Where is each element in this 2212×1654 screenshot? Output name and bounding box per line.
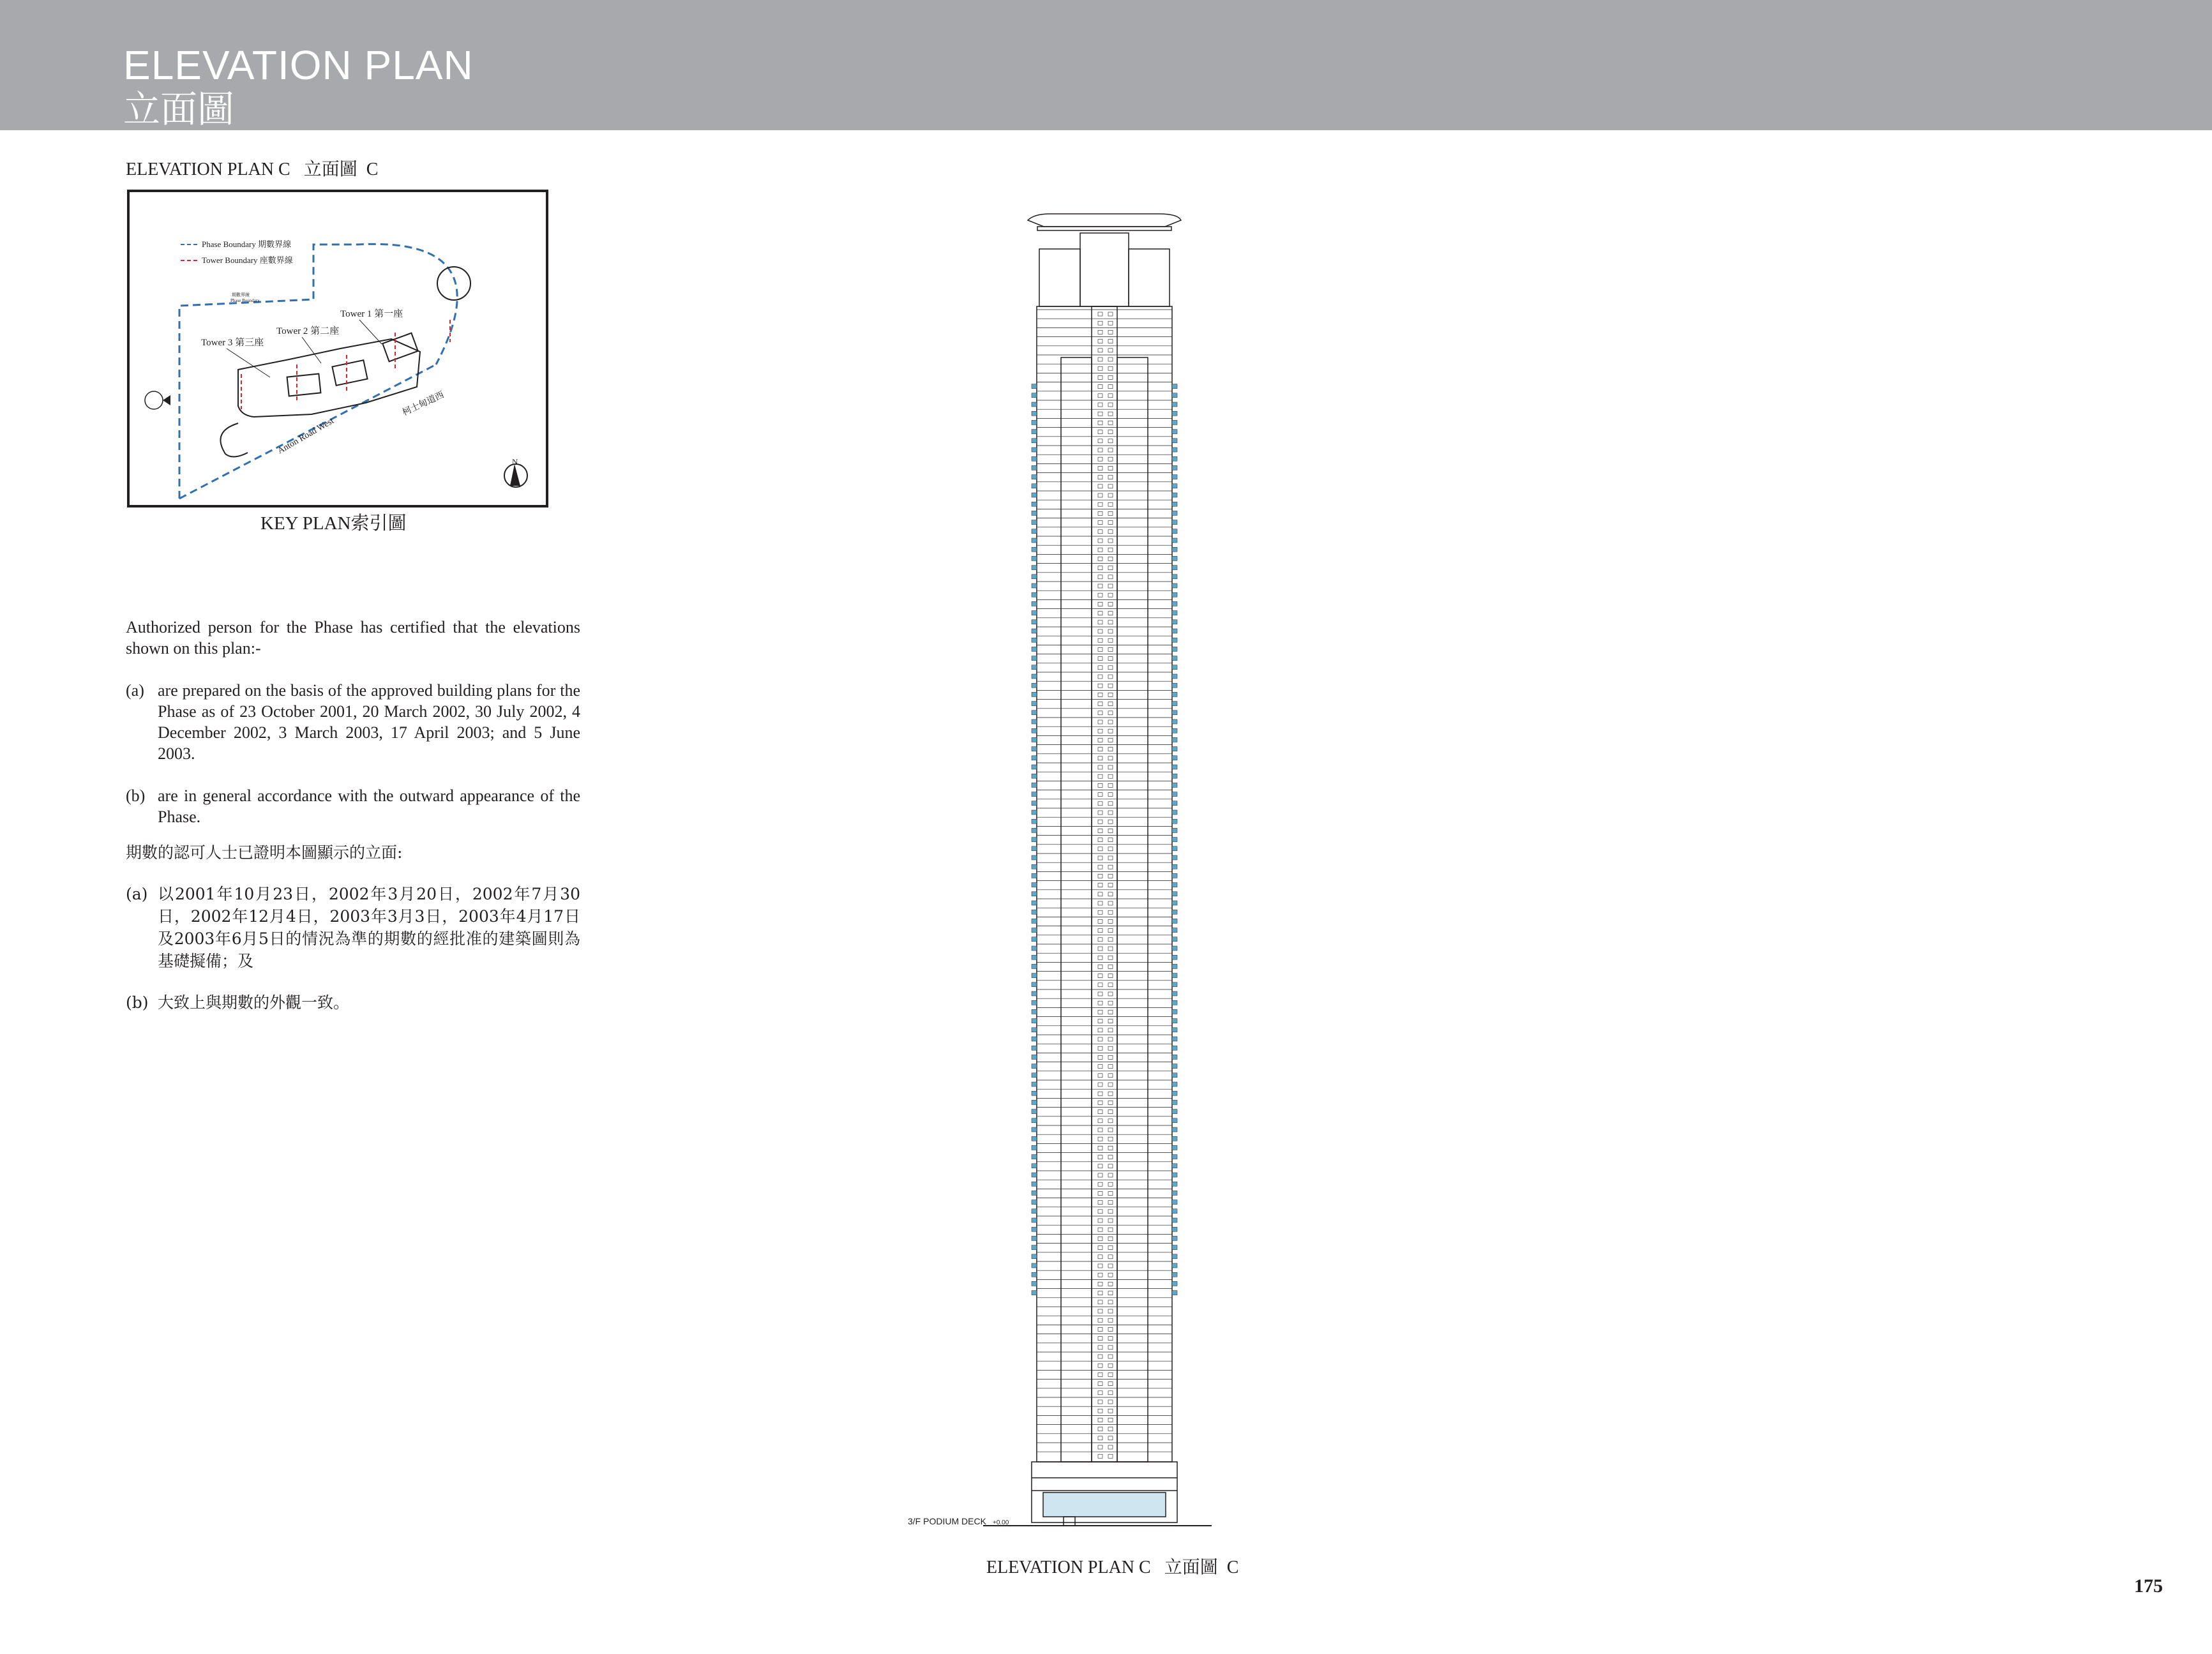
road-label-en: Anton Road West — [276, 416, 336, 456]
crown-block-left — [1039, 249, 1080, 306]
statement-intro: Authorized person for the Phase has certified that the elevations shown on this plan:- — [126, 618, 580, 658]
tower-2-footprint — [332, 355, 367, 393]
item-a-zh-marker: (a) — [126, 885, 148, 903]
roof-canopy — [1028, 214, 1181, 227]
podium-glazing — [1043, 1492, 1166, 1517]
tower-1-label: Tower 1 第一座 — [340, 309, 403, 319]
statement-intro-zh: 期數的認可人士已證明本圖顯示的立面: — [126, 843, 403, 862]
phase-boundary-small-zh: 期數界線 — [232, 292, 250, 297]
crown-block-right — [1129, 249, 1170, 306]
tower-2-label: Tower 2 第二座 — [276, 326, 340, 336]
section-heading: ELEVATION PLAN C 立面圖 C — [126, 160, 379, 179]
statement-item-a-zh — [126, 883, 580, 972]
round-feature — [437, 267, 470, 300]
elevation-caption: ELEVATION PLAN C 立面圖 C — [986, 1558, 1239, 1577]
podium-deck-label: 3/F PODIUM DECK — [908, 1516, 986, 1526]
item-b-zh-marker: (b) — [126, 993, 149, 1012]
road-label-zh: 柯士甸道西 — [401, 390, 446, 418]
legend-phase-boundary: Phase Boundary 期數界線 — [202, 239, 292, 249]
site-outline — [238, 339, 420, 417]
floor-lines — [1032, 310, 1177, 1458]
item-a-zh-text: 以2001年10月23日，2002年3月20日，2002年7月30日，2002年12月4日，2003年3月3日，2003年4月17日及2003年6月5日的情況為準的期數的經批准的建築圖則為基礎擬備；及 — [158, 885, 580, 970]
item-b-marker: (b) — [126, 786, 146, 805]
legend-tower-boundary: Tower Boundary 座數界線 — [202, 255, 293, 265]
site-curve — [220, 423, 248, 457]
certification-statement — [126, 617, 580, 1014]
item-a-marker: (a) — [126, 681, 144, 700]
recess-right — [1117, 357, 1148, 1462]
key-plan-caption: KEY PLAN索引圖 — [260, 513, 407, 534]
tower-elevation-svg — [907, 211, 1238, 1538]
entrance — [1064, 1517, 1075, 1526]
svg-text:N: N — [512, 457, 518, 467]
page-subtitle: 立面圖 — [123, 87, 235, 131]
view-direction-marker — [145, 391, 170, 409]
crown-core — [1080, 233, 1129, 306]
page-number: 175 — [2134, 1575, 2163, 1597]
north-arrow-icon — [504, 457, 527, 487]
item-b-text: are in general accordance with the outward appearance of the Phase. — [158, 786, 580, 826]
page-title: ELEVATION PLAN — [123, 42, 474, 88]
level-mark: +0.00 — [993, 1519, 1009, 1526]
key-plan — [127, 190, 548, 507]
statement-item-a — [126, 680, 580, 764]
item-b-zh-text: 大致上與期數的外觀一致。 — [158, 993, 350, 1012]
elevation-drawing — [907, 211, 1238, 1542]
statement-item-b — [126, 785, 580, 827]
item-a-text: are prepared on the basis of the approved building plans for the Phase as of 23 October 2001, 20 March 2002, 30 July 2002, 4 December 2002, 3 March 2003, 17 April 2003; and 5 June 2003. — [158, 681, 580, 763]
tower-3-footprint — [287, 365, 321, 403]
statement-item-b-zh — [126, 991, 580, 1014]
phase-boundary-line — [179, 244, 457, 499]
key-plan-drawing — [130, 192, 546, 505]
phase-boundary-small-en: Phase Boundary — [230, 298, 260, 303]
roof-fascia — [1037, 227, 1171, 230]
tower-3-label: Tower 3 第三座 — [201, 338, 264, 348]
tower-1-footprint — [382, 320, 450, 371]
recess-left — [1061, 357, 1092, 1462]
